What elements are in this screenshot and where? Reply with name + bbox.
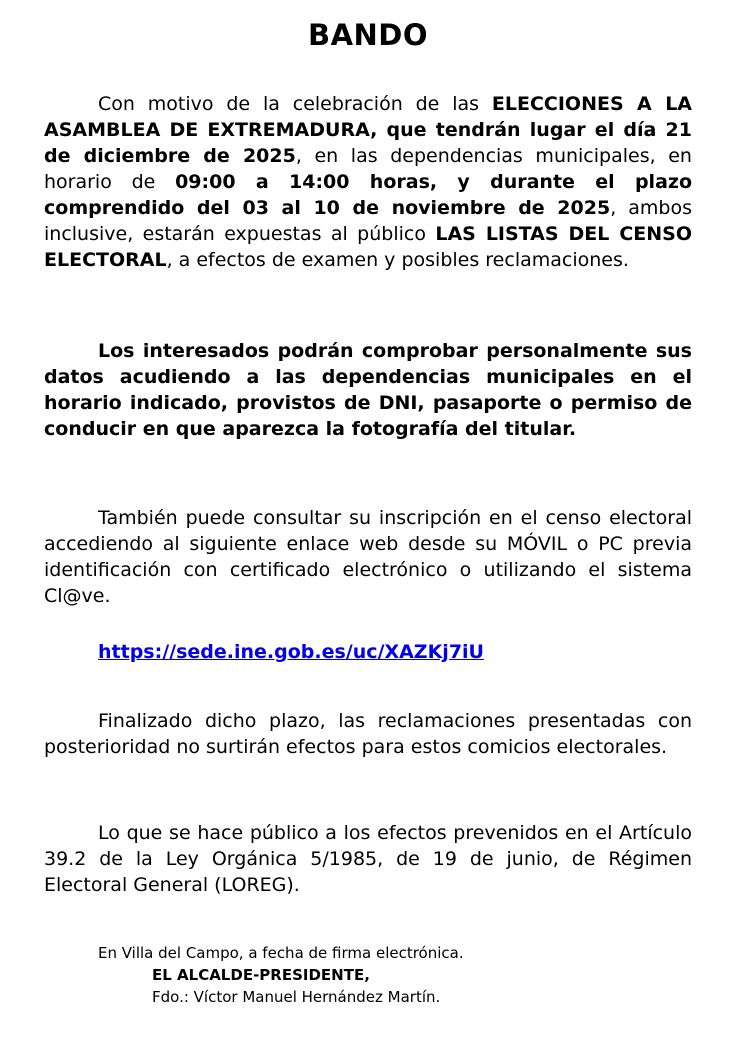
signature-role: EL ALCALDE-PRESIDENTE, — [152, 966, 370, 984]
deadline-paragraph: Finalizado dicho plazo, las reclamaciones presentadas con posterioridad no surtirán efectos para estos comicios electorales. — [44, 710, 692, 758]
signature-name: Fdo.: Víctor Manuel Hernández Martín. — [152, 988, 441, 1006]
announcement-paragraph — [44, 91, 692, 273]
signature-place-date: En Villa del Campo, a fecha de firma electrónica. — [98, 944, 464, 962]
link-container — [98, 639, 484, 665]
page-title: BANDO — [307, 18, 429, 52]
p1-text-g: , a efectos de examen y posibles reclamaciones. — [166, 249, 629, 271]
verification-paragraph: Los interesados podrán comprobar personalmente sus datos acudiendo a las dependencias municipales en el horario indicado, provistos de DNI, pasaporte o permiso de conducir en que aparezca la fotografía del titular. — [44, 340, 692, 440]
p1-text-a: Con motivo de la celebración de las — [98, 93, 492, 115]
p1-schedule-bold: 09:00 a 14:00 horas, y durante el plazo comprendido del 03 al 10 de noviembre de 2025 — [44, 171, 693, 219]
p1-text-c: , en las dependencias municipales, en horario de — [44, 145, 692, 193]
online-check-paragraph: También puede consultar su inscripción en el censo electoral accediendo al siguiente enlace web desde su MÓVIL o PC previa identificación con certificado electrónico o utilizando el sistema Cl@ve. — [44, 507, 692, 607]
p1-text-e: , ambos inclusive, estarán expuestas al público — [44, 197, 692, 245]
p1-census-bold: LAS LISTAS DEL CENSO ELECTORAL — [44, 223, 692, 271]
p1-elections-bold: ELECCIONES A LA ASAMBLEA DE EXTREMADURA, que tendrán lugar el día 21 de diciembre de 2025 — [44, 93, 692, 167]
ine-link[interactable]: https://sede.ine.gob.es/uc/XAZKj7iU — [98, 641, 484, 663]
legal-paragraph: Lo que se hace público a los efectos prevenidos en el Artículo 39.2 de la Ley Orgánica 5/1985, de 19 de junio, de Régimen Electoral General (LOREG). — [44, 822, 692, 896]
